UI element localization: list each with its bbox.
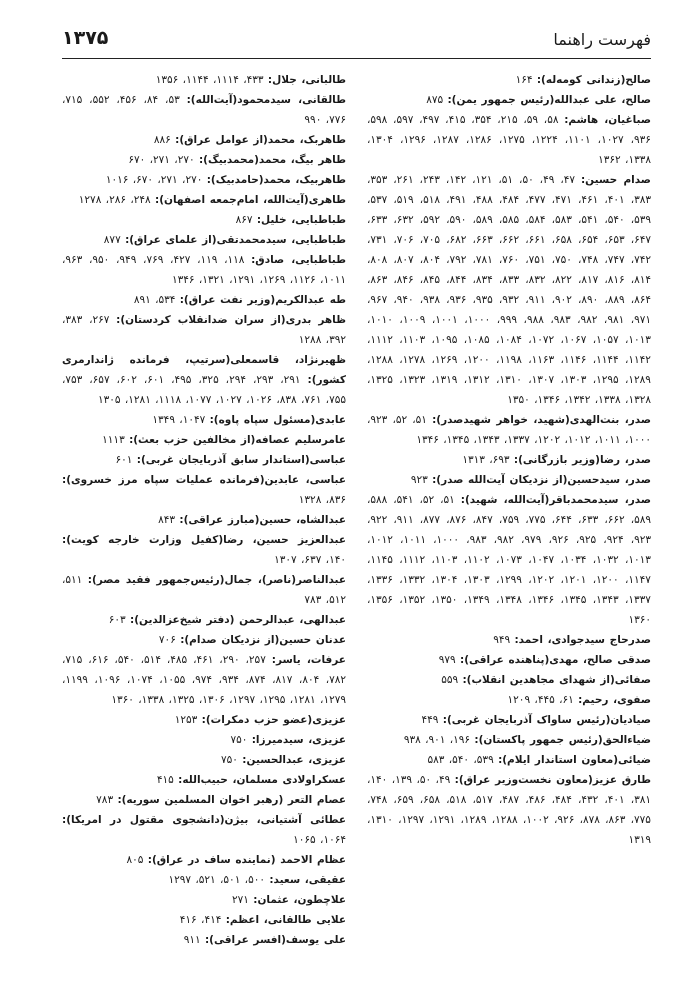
index-entry <box>62 150 346 170</box>
entry-pages: ۲۵۷، ۲۹۰، ۴۶۱، ۴۸۵، ۵۱۴، ۵۴۰، ۶۱۶، ۷۱۵، ۷۸۲، ۸۰۴، ۸۱۷، ۸۷۴، ۹۳۴، ۹۷۴، ۱۰۵۵، ۱۰۷۴، ۱۰۹۶، ۱۱۹۹، ۱۲۷۹، ۱۲۸۱، ۱۲۹۵، ۱۲۹۷، ۱۳۰۶، ۱۳۲۵، ۱۳۳۸، ۱۳۶۰ <box>62 654 347 706</box>
entry-name: عابدی(مسئول سپاه پاوه): <box>209 414 346 426</box>
index-entry <box>62 290 346 310</box>
index-entry <box>62 250 346 290</box>
entry-name: عرفات، یاسر: <box>271 654 346 666</box>
entry-name: طالقانی، سیدمحمود(آیت‌الله): <box>186 94 346 106</box>
entry-name: عباسی(استاندار سابق آذربایجان غربی): <box>136 454 346 466</box>
entry-name: صدام حسین: <box>580 174 651 186</box>
page-header <box>62 20 651 59</box>
index-entry <box>367 110 651 170</box>
entry-pages: ۷۵۰ <box>221 754 238 766</box>
entry-name: صدر، سیدمحمدباقر(آیت‌الله، شهید): <box>460 494 651 506</box>
index-entry <box>367 410 651 450</box>
entry-pages: ۲۶۷، ۳۸۳، ۳۹۲، ۱۲۸۸ <box>62 314 346 346</box>
entry-name: طاهر بیگ، محمد(محمدبیگ): <box>198 154 346 166</box>
entry-pages: ۵۳۹، ۵۴۰، ۵۸۳ <box>427 754 494 766</box>
index-entry <box>62 730 346 750</box>
index-entry <box>62 430 346 450</box>
entry-pages: ۲۷۰، ۲۷۱، ۶۷۰، ۱۰۱۶ <box>105 174 203 186</box>
index-entry <box>62 170 346 190</box>
entry-pages: ۱۰۴۷، ۱۳۴۹ <box>152 414 206 426</box>
page-number: ۱۳۷۵ <box>62 27 109 49</box>
index-entry <box>62 650 346 710</box>
index-entry <box>367 750 651 770</box>
entry-pages: ۲۷۱ <box>232 894 249 906</box>
entry-pages: ۵۸، ۵۹، ۲۱۵، ۳۵۴، ۴۱۵، ۴۹۷، ۵۹۷، ۵۹۸، ۹۳۶، ۱۰۲۷، ۱۱۰۱، ۱۲۲۴، ۱۲۷۵، ۱۲۸۶، ۱۲۸۷، ۱۲۹۶، ۱۳۰۴، ۱۳۳۸، ۱۳۶۲ <box>367 114 651 166</box>
entry-pages: ۷۰۶ <box>158 634 176 646</box>
entry-name: صدر، رضا(وزیر بازرگانی): <box>513 454 651 466</box>
entry-name: طاهربک، محمد(از عوامل عراق): <box>175 134 346 146</box>
entry-pages: ۲۹۱، ۲۹۳، ۲۹۴، ۳۲۵، ۴۹۵، ۶۰۱، ۶۰۲، ۶۵۷، ۷۵۳، ۷۵۵، ۷۶۱، ۸۳۸، ۱۰۲۶، ۱۰۲۷، ۱۰۷۷، ۱۱۱۸، ۱۲۸۱، ۱۳۰۵ <box>62 374 346 406</box>
entry-name: عدنان حسین(از نزدیکان صدام): <box>180 634 346 646</box>
entry-name: صباغیان، هاشم: <box>564 114 651 126</box>
index-entry <box>62 310 346 350</box>
entry-pages: ۸۰۵ <box>126 854 144 866</box>
entry-name: طباطبایی، خلیل: <box>256 214 346 226</box>
index-entry <box>62 530 346 570</box>
index-entry <box>62 630 346 650</box>
index-entry <box>62 610 346 630</box>
entry-pages: ۵۱۱، ۵۱۲، ۷۸۳ <box>62 574 346 606</box>
entry-name: عظام الاحمد (نماینده ساف در عراق): <box>147 854 346 866</box>
entry-name: علی یوسف(افسر عراقی): <box>204 934 346 946</box>
entry-pages: ۵۳، ۸۴، ۴۵۶، ۵۵۲، ۷۱۵، ۷۷۶، ۹۹۰ <box>62 94 346 126</box>
entry-name: صدقی صالح، مهدی(پناهنده عراقی): <box>460 654 651 666</box>
entry-pages: ۶۱، ۴۴۵، ۱۲۰۹ <box>507 694 574 706</box>
entry-name: طباطبایی، سیدمحمدتقی(از علمای عراق): <box>125 234 346 246</box>
index-entry <box>62 230 346 250</box>
entry-name: طاهربیک، محمد(حامدبیک): <box>206 174 346 186</box>
index-entry <box>367 730 651 750</box>
entry-pages: ۸۴۳ <box>158 514 176 526</box>
entry-pages: ۶۹۳، ۱۳۱۳ <box>462 454 510 466</box>
entry-pages: ۵۱، ۵۲، ۹۲۳، ۱۰۰۰، ۱۰۱۱، ۱۰۱۲، ۱۲۰۲، ۱۳۳۷، ۱۳۴۳، ۱۳۴۵، ۱۳۴۶ <box>367 414 651 446</box>
entry-name: صیادیان(رئیس ساواک آذربایجان غربی): <box>442 714 651 726</box>
index-entry <box>62 190 346 210</box>
entry-name: صالح(زندانی کومه‌له): <box>536 74 651 86</box>
index-entry <box>367 70 651 90</box>
entry-pages: ۲۷۰، ۲۷۱، ۶۷۰ <box>128 154 195 166</box>
index-entry <box>62 90 346 130</box>
entry-name: عبدالشاه، حسین(مبارز عراقی): <box>179 514 346 526</box>
index-entry <box>62 450 346 470</box>
index-entry <box>367 490 651 630</box>
entry-pages: ۴۱۵ <box>156 774 174 786</box>
entry-pages: ۵۳۴، ۸۹۱ <box>133 294 176 306</box>
entry-pages: ۸۷۵ <box>426 94 444 106</box>
index-entry <box>62 810 346 850</box>
entry-pages: ۸۳۶، ۱۳۲۸ <box>298 494 346 506</box>
entry-pages: ۶۰۳ <box>108 614 126 626</box>
entry-pages: ۶۰۱ <box>115 454 133 466</box>
entry-pages: ۸۷۷ <box>103 234 121 246</box>
index-entry <box>367 670 651 690</box>
index-entry <box>367 650 651 670</box>
entry-name: ضیاءالحق(رئیس جمهور پاکستان): <box>474 734 651 746</box>
entry-pages: ۱۶۴ <box>515 74 533 86</box>
entry-pages: ۸۸۶ <box>153 134 171 146</box>
index-entry <box>62 210 346 230</box>
entry-name: ظهیرنژاد، قاسمعلی(سرتیپ، فرمانده ژاندارمری کشور): <box>62 354 346 386</box>
entry-pages: ۱۱۱۳ <box>102 434 125 446</box>
entry-name: عبدالهی، عبدالرحمن (دفتر شیخ‌عزالدین): <box>130 614 346 626</box>
entry-name: علاچطون، عثمان: <box>253 894 346 906</box>
entry-name: صفائی(از شهدای مجاهدین انقلاب): <box>462 674 651 686</box>
entry-name: طارق عزیز(معاون نخست‌وزیر عراق): <box>454 774 651 786</box>
entry-pages: ۴۱۴، ۴۱۶ <box>179 914 222 926</box>
index-entry <box>62 770 346 790</box>
entry-name: طاهری(آیت‌الله، امام‌جمعه اصفهان): <box>155 194 346 206</box>
entry-pages: ۱۴۰، ۶۳۷، ۱۳۰۷ <box>274 554 346 566</box>
entry-name: صدر، سیدحسین(از نزدیکان آیت‌الله صدر): <box>432 474 651 486</box>
index-entry <box>62 790 346 810</box>
entry-name: عبدالناصر(ناصر)، جمال(رئیس‌جمهور فقید مصر): <box>87 574 346 586</box>
entry-name: عقیقی، سعید: <box>269 874 346 886</box>
index-entry <box>62 930 346 950</box>
running-title: فهرست راهنما <box>553 30 651 49</box>
entry-pages: ۴۷، ۴۹، ۵۰، ۵۱، ۱۲۱، ۱۴۲، ۲۴۳، ۲۶۱، ۳۵۳، ۳۸۳، ۴۰۱، ۴۶۱، ۴۷۱، ۴۷۷، ۴۸۴، ۴۸۸، ۴۹۱، ۵۱۸، ۵۱۹، ۵۳۷، ۵۳۹، ۵۴۰، ۵۴۱، ۵۸۳، ۵۸۴، ۵۸۵، ۵۸۹، ۵۹۰، ۵۹۲، ۶۳۲، ۶۳۳، ۶۴۷، ۶۵۳، ۶۵۴، ۶۵۸، ۶۶۱، ۶۶۲، ۶۶۳، ۶۸۲، ۷۰۵، ۷۰۶، ۷۳۱، ۷۴۲، ۷۴۷، ۷۴۸، ۷۵۰، ۷۵۱، ۷۶۰، ۷۸۱، ۷۹۲، ۸۰۴، ۸۰۷، ۸۰۸، ۸۱۴، ۸۱۶، ۸۱۷، ۸۲۲، ۸۳۲، ۸۳۳، ۸۳۴، ۸۴۴، ۸۴۵، ۸۴۶، ۸۶۳، ۸۶۴، ۸۸۹، ۸۹۰، ۹۰۲، ۹۱۱، ۹۳۲، ۹۳۵، ۹۳۶، ۹۳۸، ۹۴۰، ۹۶۷، ۹۷۱، ۹۸۱، ۹۸۲، ۹۸۳، ۹۸۸، ۹۹۹، ۱۰۰۰، ۱۰۰۱، ۱۰۰۹، ۱۰۱۰، ۱۰۱۳، ۱۰۵۷، ۱۰۶۷، ۱۰۷۲، ۱۰۸۴، ۱۰۸۵، ۱۰۹۵، ۱۱۰۳، ۱۱۱۲، ۱۱۴۲، ۱۱۴۴، ۱۱۴۶، ۱۱۶۳، ۱۱۹۸، ۱۲۰۰، ۱۲۶۹، ۱۲۷۸، ۱۲۸۸، ۱۲۸۹، ۱۲۹۵، ۱۳۰۳، ۱۳۰۷، ۱۳۱۰، ۱۳۱۲، ۱۳۱۹، ۱۳۲۳، ۱۳۲۵، ۱۳۲۸، ۱۳۳۸، ۱۳۴۲، ۱۳۴۶، ۱۳۵۰ <box>367 174 652 406</box>
entry-name: طالبانی، جلال: <box>267 74 346 86</box>
entry-name: عزیزی، عبدالحسین: <box>242 754 346 766</box>
entry-pages: ۹۱۱ <box>183 934 201 946</box>
entry-name: عطائی آشتیانی، بیژن(دانشجوی مقتول در امریکا): <box>62 814 346 826</box>
index-entry <box>62 510 346 530</box>
entry-pages: ۷۵۰ <box>230 734 248 746</box>
entry-name: صفوی، رحیم: <box>578 694 651 706</box>
index-entry <box>367 690 651 710</box>
index-column-right <box>367 70 651 962</box>
index-entry <box>62 570 346 610</box>
entry-pages: ۵۱، ۵۲، ۵۴۱، ۵۸۸، ۵۸۹، ۶۶۲، ۶۳۳، ۶۴۴، ۷۷۵، ۷۵۹، ۸۴۷، ۸۷۶، ۸۷۷، ۹۱۱، ۹۲۲، ۹۲۳، ۹۲۴، ۹۲۵، ۹۲۶، ۹۷۹، ۹۸۲، ۹۸۳، ۱۰۰۰، ۱۰۱۱، ۱۰۱۲، ۱۰۱۳، ۱۰۳۲، ۱۰۳۴، ۱۰۴۷، ۱۰۷۳، ۱۱۰۲، ۱۱۰۳، ۱۱۱۲، ۱۱۴۵، ۱۱۴۷، ۱۲۰۰، ۱۲۰۱، ۱۲۰۲، ۱۲۹۹، ۱۳۰۳، ۱۳۰۴، ۱۳۳۲، ۱۳۳۶، ۱۳۳۷، ۱۳۴۳، ۱۳۴۵، ۱۳۴۶، ۱۳۴۸، ۱۳۴۹، ۱۳۵۰، ۱۳۵۲، ۱۳۵۶، ۱۳۶۰ <box>367 494 652 626</box>
index-entry <box>367 170 651 410</box>
index-entry <box>62 130 346 150</box>
entry-pages: ۱۰۶۴، ۱۰۶۵ <box>293 834 346 846</box>
index-entry <box>62 870 346 890</box>
entry-name: عباسی، عابدین(فرمانده عملیات سپاه مرز خسروی): <box>62 474 346 486</box>
index-entry <box>367 470 651 490</box>
index-entry <box>62 910 346 930</box>
entry-name: عسکراولادی مسلمان، حبیب‌الله: <box>178 774 346 786</box>
entry-name: طه عبدالکریم(وزیر نفت عراق): <box>179 294 346 306</box>
entry-pages: ۵۵۹ <box>441 674 459 686</box>
entry-name: عبدالعزیز حسین، رضا(کفیل وزارت خارجه کویت): <box>62 534 346 546</box>
entry-pages: ۴۹، ۵۰، ۱۳۹، ۱۴۰، ۳۸۱، ۴۰۱، ۴۳۲، ۴۸۴، ۴۸۶، ۴۸۷، ۵۱۷، ۵۱۸، ۶۵۸، ۶۵۹، ۷۴۸، ۷۷۵، ۸۶۳، ۸۷۸، ۹۲۶، ۱۰۰۲، ۱۲۸۸، ۱۲۸۹، ۱۲۹۱، ۱۲۹۷، ۱۳۱۰، ۱۳۱۹ <box>367 774 652 846</box>
index-entry <box>62 710 346 730</box>
entry-name: ضیائی(معاون استاندار ایلام): <box>498 754 651 766</box>
entry-pages: ۲۴۸، ۲۸۶، ۱۲۷۸ <box>78 194 151 206</box>
entry-pages: ۵۰۰، ۵۰۱، ۵۲۱، ۱۲۹۷ <box>168 874 265 886</box>
index-entry <box>62 750 346 770</box>
entry-pages: ۷۸۳ <box>96 794 114 806</box>
entry-name: عامرسلیم عصافه(از مخالفین حزب بعث): <box>129 434 346 446</box>
index-entry <box>367 630 651 650</box>
entry-pages: ۹۲۳ <box>410 474 428 486</box>
entry-pages: ۹۴۹ <box>493 634 511 646</box>
entry-pages: ۹۷۹ <box>438 654 456 666</box>
entry-name: عزیزی(عضو حزب دمکرات): <box>201 714 346 726</box>
entry-pages: ۴۴۹ <box>421 714 439 726</box>
entry-name: صدر، بنت‌الهدی(شهید، خواهر شهیدصدر): <box>432 414 651 426</box>
entry-name: عزیزی، سیدمیرزا: <box>251 734 346 746</box>
index-columns <box>62 70 651 962</box>
entry-pages: ۴۳۳، ۱۱۱۴، ۱۱۴۴، ۱۳۵۶ <box>155 74 264 86</box>
entry-name: عصام التعر (رهبر اخوان المسلمین سوریه): <box>117 794 346 806</box>
entry-pages: ۱۲۵۳ <box>174 714 198 726</box>
index-entry <box>62 470 346 510</box>
index-entry <box>62 410 346 430</box>
index-entry <box>62 890 346 910</box>
entry-name: ظاهر بدری(از سران ضدانقلاب کردستان): <box>116 314 347 326</box>
entry-pages: ۱۹۶، ۹۰۱، ۹۳۸ <box>403 734 471 746</box>
index-entry <box>367 90 651 110</box>
entry-pages: ۸۶۷ <box>235 214 253 226</box>
index-entry <box>62 850 346 870</box>
entry-name: طباطبایی، صادق: <box>251 254 346 266</box>
entry-name: علایی طالقانی، اعظم: <box>225 914 346 926</box>
index-entry <box>62 350 346 410</box>
entry-pages: ۱۱۸، ۱۱۹، ۴۲۷، ۷۶۹، ۹۴۹، ۹۵۰، ۹۶۳، ۱۰۱۱، ۱۱۲۶، ۱۲۶۹، ۱۲۹۱، ۱۳۲۱، ۱۳۴۶ <box>62 254 346 286</box>
index-column-left <box>62 70 346 962</box>
entry-name: صالح، علی عبدالله(رئیس جمهور یمن): <box>447 94 651 106</box>
index-entry <box>367 770 651 850</box>
index-entry <box>62 70 346 90</box>
entry-name: صدرحاج سیدجوادی، احمد: <box>514 634 651 646</box>
index-entry <box>367 710 651 730</box>
index-entry <box>367 450 651 470</box>
